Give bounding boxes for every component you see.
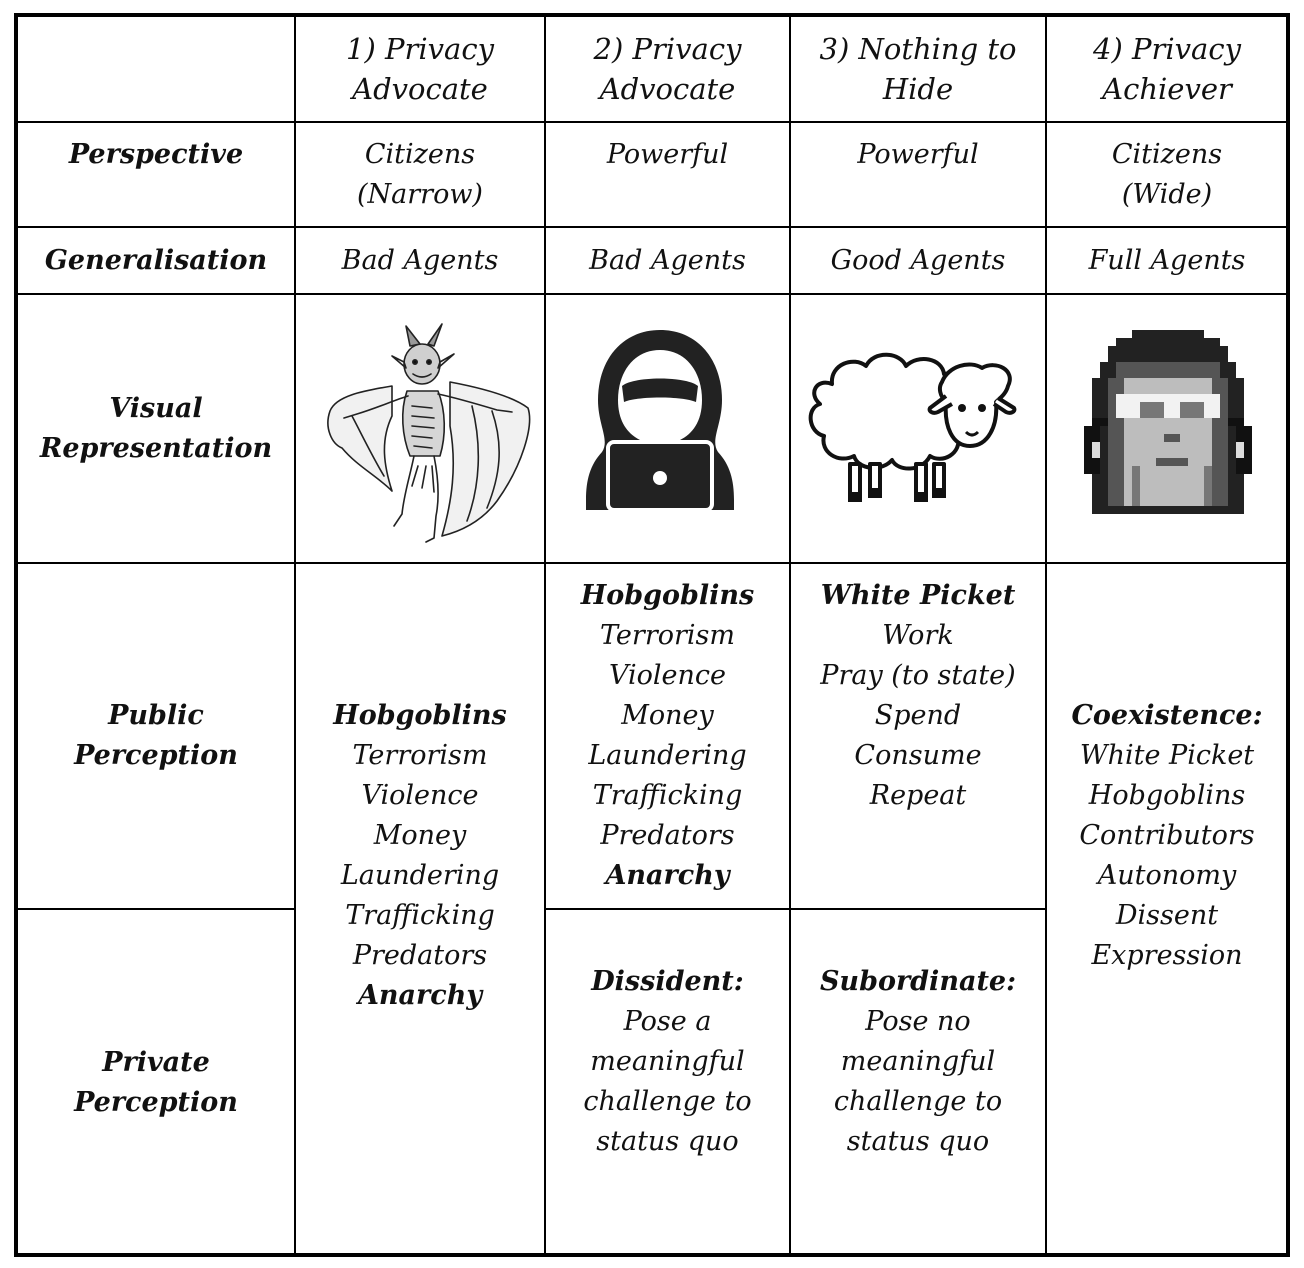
row-label-text: Perception <box>74 740 238 771</box>
cell-heading: Hobgoblins <box>580 580 755 611</box>
column-header-line: 4) Privacy <box>1093 32 1241 66</box>
row-label-text: Perception <box>74 1086 238 1118</box>
col2-public-cell <box>546 564 789 908</box>
cell-text: challenge to <box>583 1086 752 1117</box>
column-header-line: Advocate <box>352 72 488 106</box>
row-label-visual <box>18 295 294 562</box>
cell-text: Powerful <box>857 139 979 170</box>
cell-text: White Picket <box>1079 740 1255 771</box>
cell-heading: Dissident: <box>591 966 744 997</box>
perspective-cell-3 <box>791 123 1045 226</box>
hooded-hacker-laptop-icon <box>582 330 738 510</box>
col4-perception-cell <box>1047 564 1287 1254</box>
cell-text: Good Agents <box>830 244 1006 276</box>
row-label-private <box>18 910 294 1255</box>
row-label-text: Perspective <box>68 139 244 170</box>
cell-text: Repeat <box>869 780 967 811</box>
row-label-generalisation <box>18 228 294 293</box>
cell-text: Expression <box>1091 940 1243 971</box>
column-header-line: 2) Privacy <box>593 32 742 66</box>
cell-text: (Wide) <box>1121 179 1213 210</box>
col2-private-cell <box>546 910 789 1255</box>
cell-text: Money <box>373 820 467 851</box>
generalisation-cell-2 <box>546 228 789 293</box>
cell-text: Violence <box>361 780 479 811</box>
column-header-3 <box>791 17 1045 121</box>
cell-text: Terrorism <box>352 740 488 771</box>
cell-text: Pray (to state) <box>820 660 1016 691</box>
column-header-line: 1) Privacy <box>346 32 494 66</box>
column-header-2 <box>546 17 789 121</box>
cell-text: Spend <box>874 700 962 731</box>
cell-text: Full Agents <box>1088 244 1246 276</box>
pixel-hooded-figure-icon <box>1084 330 1252 514</box>
row-label-text: Representation <box>39 432 273 464</box>
cell-heading: Hobgoblins <box>333 700 507 731</box>
cell-text: Bad Agents <box>341 244 499 276</box>
row-label-text: Public <box>108 700 204 731</box>
cell-text: Money <box>621 700 714 731</box>
cell-text: Trafficking <box>592 780 743 811</box>
row-label-text: Generalisation <box>44 244 268 276</box>
column-header-1 <box>296 17 544 121</box>
cell-heading: Anarchy <box>605 860 730 891</box>
cell-text: Consume <box>854 740 982 771</box>
col3-public-cell <box>791 564 1045 908</box>
cell-text: Predators <box>600 820 735 851</box>
perspective-cell-1 <box>296 123 544 226</box>
row-label-public <box>18 564 294 908</box>
cell-text: Predators <box>352 940 488 971</box>
perspective-cell-2 <box>546 123 789 226</box>
cell-text: meaningful <box>590 1046 745 1077</box>
perspective-cell-4 <box>1047 123 1287 226</box>
cell-text: (Narrow) <box>357 179 483 210</box>
cell-text: Hobgoblins <box>1088 780 1246 811</box>
hobgoblin-icon <box>322 316 538 546</box>
cell-text: Laundering <box>340 860 500 891</box>
column-header-line: 3) Nothing to <box>819 32 1017 66</box>
cell-text: Laundering <box>588 740 747 771</box>
cell-text: Citizens <box>364 139 476 170</box>
cell-text: Work <box>882 620 954 651</box>
cell-heading: Anarchy <box>357 980 483 1011</box>
col1-perception-cell <box>296 564 544 1254</box>
cell-text: status quo <box>596 1126 739 1157</box>
cell-text: Contributors <box>1079 820 1255 851</box>
cell-text: Autonomy <box>1097 860 1237 891</box>
cell-text: Trafficking <box>345 900 495 931</box>
cell-text: Pose a <box>623 1006 712 1037</box>
column-header-line: Achiever <box>1102 72 1232 106</box>
cell-text: Violence <box>608 660 727 691</box>
cell-heading: Coexistence: <box>1071 700 1263 731</box>
cell-text: Dissent <box>1115 900 1219 931</box>
cell-text: Bad Agents <box>589 244 746 276</box>
cell-text: status quo <box>846 1126 990 1157</box>
generalisation-cell-3 <box>791 228 1045 293</box>
cell-text: Terrorism <box>600 620 735 651</box>
column-header-line: Advocate <box>599 72 736 106</box>
cell-text: Powerful <box>606 139 729 170</box>
row-label-perspective <box>18 123 294 226</box>
column-header-4 <box>1047 17 1287 121</box>
row-label-text: Private <box>102 1046 210 1078</box>
cell-text: Pose no <box>865 1006 971 1037</box>
cell-text: meaningful <box>840 1046 996 1077</box>
generalisation-cell-4 <box>1047 228 1287 293</box>
sheep-icon <box>802 346 1020 510</box>
cell-text: challenge to <box>833 1086 1003 1117</box>
column-header-line: Hide <box>882 72 954 106</box>
generalisation-cell-1 <box>296 228 544 293</box>
row-label-text: Visual <box>109 392 203 424</box>
cell-text: Citizens <box>1111 139 1223 170</box>
cell-heading: Subordinate: <box>819 966 1017 997</box>
cell-heading: White Picket <box>820 580 1016 611</box>
col3-private-cell <box>791 910 1045 1255</box>
